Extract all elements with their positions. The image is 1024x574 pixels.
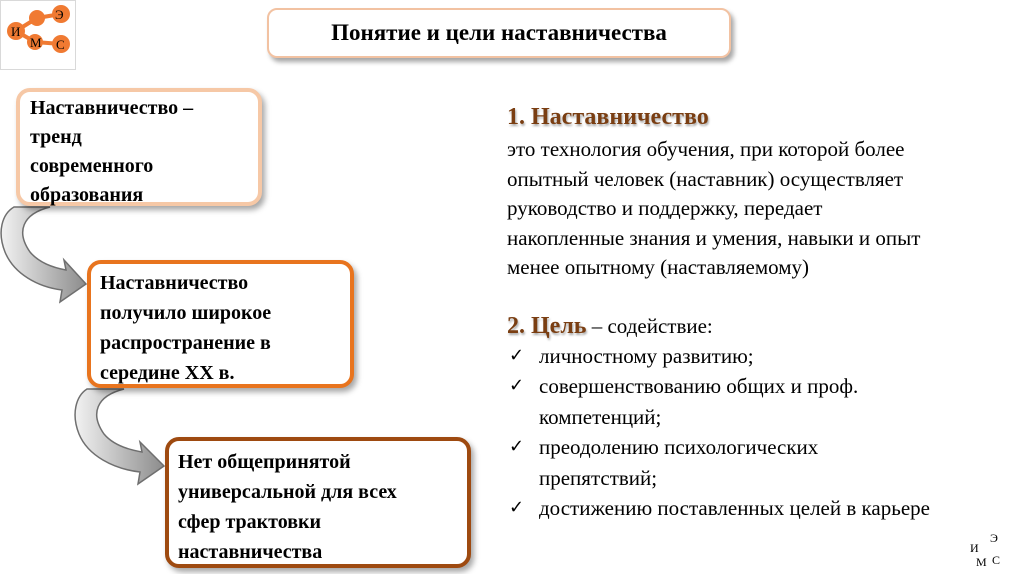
goal-item [507,493,1022,524]
definition-text [507,135,1022,283]
goal-item-line: личностному развитию; [539,343,754,368]
info-box-spread [87,260,354,388]
logo-letter: М [30,35,42,50]
definition-heading: 1. Наставничество [507,104,709,130]
logo-letter: С [56,37,65,52]
box-line: современного [30,155,154,177]
info-box-trend [16,88,262,206]
goal-item-line: преодолению психологических [539,435,819,459]
info-box-no-definition [165,437,471,568]
box-line: сфер трактовки [178,511,322,533]
box-line: тренд [30,126,82,148]
goal-heading-rest: – содействие: [586,313,713,338]
definition-line: накопленные знания и умения, навыки и опыт [507,225,921,250]
box-line: Наставничество [100,272,249,294]
box-line: получило широкое [100,302,272,324]
corner-logo-mark [966,532,1006,570]
logo-letter: Э [55,7,64,22]
box-line: образования [30,184,144,206]
goal-heading-line [507,311,1022,341]
goal-item-line: компетенций; [539,404,662,429]
logo-letter: И [11,24,21,39]
definition-line: менее опытному (наставляемому) [507,255,810,279]
logo-letter: И [970,541,979,555]
box-line: универсальной для всех [178,481,397,503]
goal-list [507,341,1022,524]
goal-item-line: достижению поставленных целей в карьере [539,496,930,520]
goal-heading: 2. Цель [507,312,587,339]
definition-line: опытный человек (наставник) осуществляет [507,166,904,191]
logo-letter: Э [990,531,998,545]
page-title: Понятие и цели наставничества [267,8,731,58]
box-line: наставничества [178,541,323,563]
box-line: распространение в [100,332,271,354]
checkmark-icon: ✓ [509,344,525,366]
box-line: середине XX в. [100,362,235,384]
logo-letter: М [976,555,987,569]
checkmark-icon: ✓ [509,436,525,457]
box-line: Нет общепринятой [178,451,351,473]
curved-arrow-icon [75,389,164,484]
checkmark-icon: ✓ [509,375,525,396]
goal-item [507,341,1022,372]
curved-arrow-icon [1,207,86,302]
definition-line: это технология обучения, при которой более [507,137,905,161]
goal-item-line: препятствий; [539,465,658,490]
checkmark-icon: ✓ [509,497,525,518]
definition-line: руководство и поддержку, передает [507,196,823,220]
content-panel [507,103,1022,524]
box-line: Наставничество – [30,97,194,119]
logo-letter: С [992,553,1001,567]
goal-item [507,371,1022,432]
goal-item-line: совершенствованию общих и проф. [539,374,859,398]
goal-item [507,432,1022,493]
